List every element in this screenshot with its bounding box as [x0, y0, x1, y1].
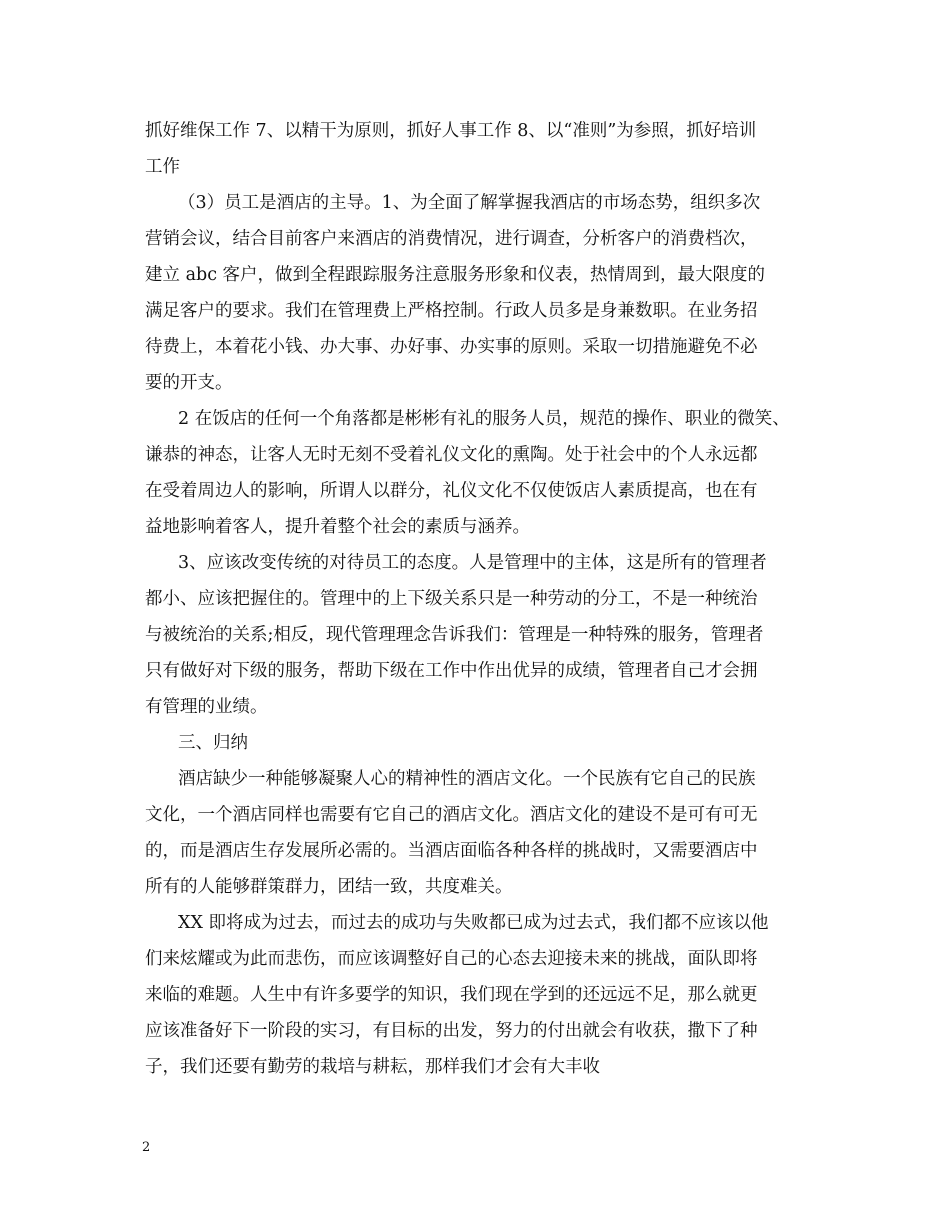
text-line: 待费上，本着花小钱、办大事、办好事、办实事的原则。采取一切措施避免不必	[145, 337, 758, 357]
page-number: 2	[142, 1140, 151, 1155]
text-line: 都小、应该把握住的。管理中的上下级关系只是一种劳动的分工，不是一种统治	[145, 589, 758, 609]
section-heading: 三、归纳	[178, 733, 248, 753]
text-line: 应该准备好下一阶段的实习，有目标的出发，努力的付出就会有收获，撒下了种	[145, 1021, 758, 1041]
text-line: 3、应该改变传统的对待员工的态度。人是管理中的主体，这是所有的管理者	[178, 553, 767, 573]
text-line: 在受着周边人的影响，所谓人以群分，礼仪文化不仅使饭店人素质提高，也在有	[145, 481, 758, 501]
text-line: 抓好维保工作 7、以精干为原则，抓好人事工作 8、以“准则”为参照，抓好培训	[145, 121, 757, 141]
text-line: 与被统治的关系;相反，现代管理理念告诉我们：管理是一种特殊的服务，管理者	[145, 625, 764, 645]
text-line: 有管理的业绩。	[145, 697, 268, 717]
text-line: 建立 abc 客户，做到全程跟踪服务注意服务形象和仪表，热情周到，最大限度的	[145, 265, 766, 285]
text-line: 们来炫耀或为此而悲伤，而应该调整好自己的心态去迎接未来的挑战，面队即将	[145, 949, 758, 969]
text-line: 2 在饭店的任何一个角落都是彬彬有礼的服务人员，规范的操作、职业的微笑、	[178, 409, 790, 429]
text-line: 子，我们还要有勤劳的栽培与耕耘，那样我们才会有大丰收	[145, 1057, 600, 1077]
text-line: 文化，一个酒店同样也需要有它自己的酒店文化。酒店文化的建设不是可有可无	[145, 805, 758, 825]
text-line: 谦恭的神态，让客人无时无刻不受着礼仪文化的熏陶。处于社会中的个人永远都	[145, 445, 758, 465]
text-line: 工作	[145, 157, 180, 177]
text-line: 益地影响着客人，提升着整个社会的素质与涵养。	[145, 517, 530, 537]
text-line: 只有做好对下级的服务，帮助下级在工作中作出优异的成绩，管理者自己才会拥	[145, 661, 758, 681]
text-line: 满足客户的要求。我们在管理费上严格控制。行政人员多是身兼数职。在业务招	[145, 301, 758, 321]
text-line: 要的开支。	[145, 373, 233, 393]
text-line: 的，而是酒店生存发展所必需的。当酒店面临各种各样的挑战时，又需要酒店中	[145, 841, 758, 861]
text-line: 所有的人能够群策群力，团结一致，共度难关。	[145, 877, 513, 897]
text-line: 营销会议，结合目前客户来酒店的消费情况，进行调查，分析客户的消费档次，	[145, 229, 758, 249]
text-line: 来临的难题。人生中有许多要学的知识，我们现在学到的还远远不足，那么就更	[145, 985, 758, 1005]
text-line: 酒店缺少一种能够凝聚人心的精神性的酒店文化。一个民族有它自己的民族	[178, 769, 756, 789]
text-line: XX 即将成为过去，而过去的成功与失败都已成为过去式，我们都不应该以他	[178, 913, 769, 933]
text-line: （3）员工是酒店的主导。1、为全面了解掌握我酒店的市场态势，组织多次	[178, 193, 761, 213]
